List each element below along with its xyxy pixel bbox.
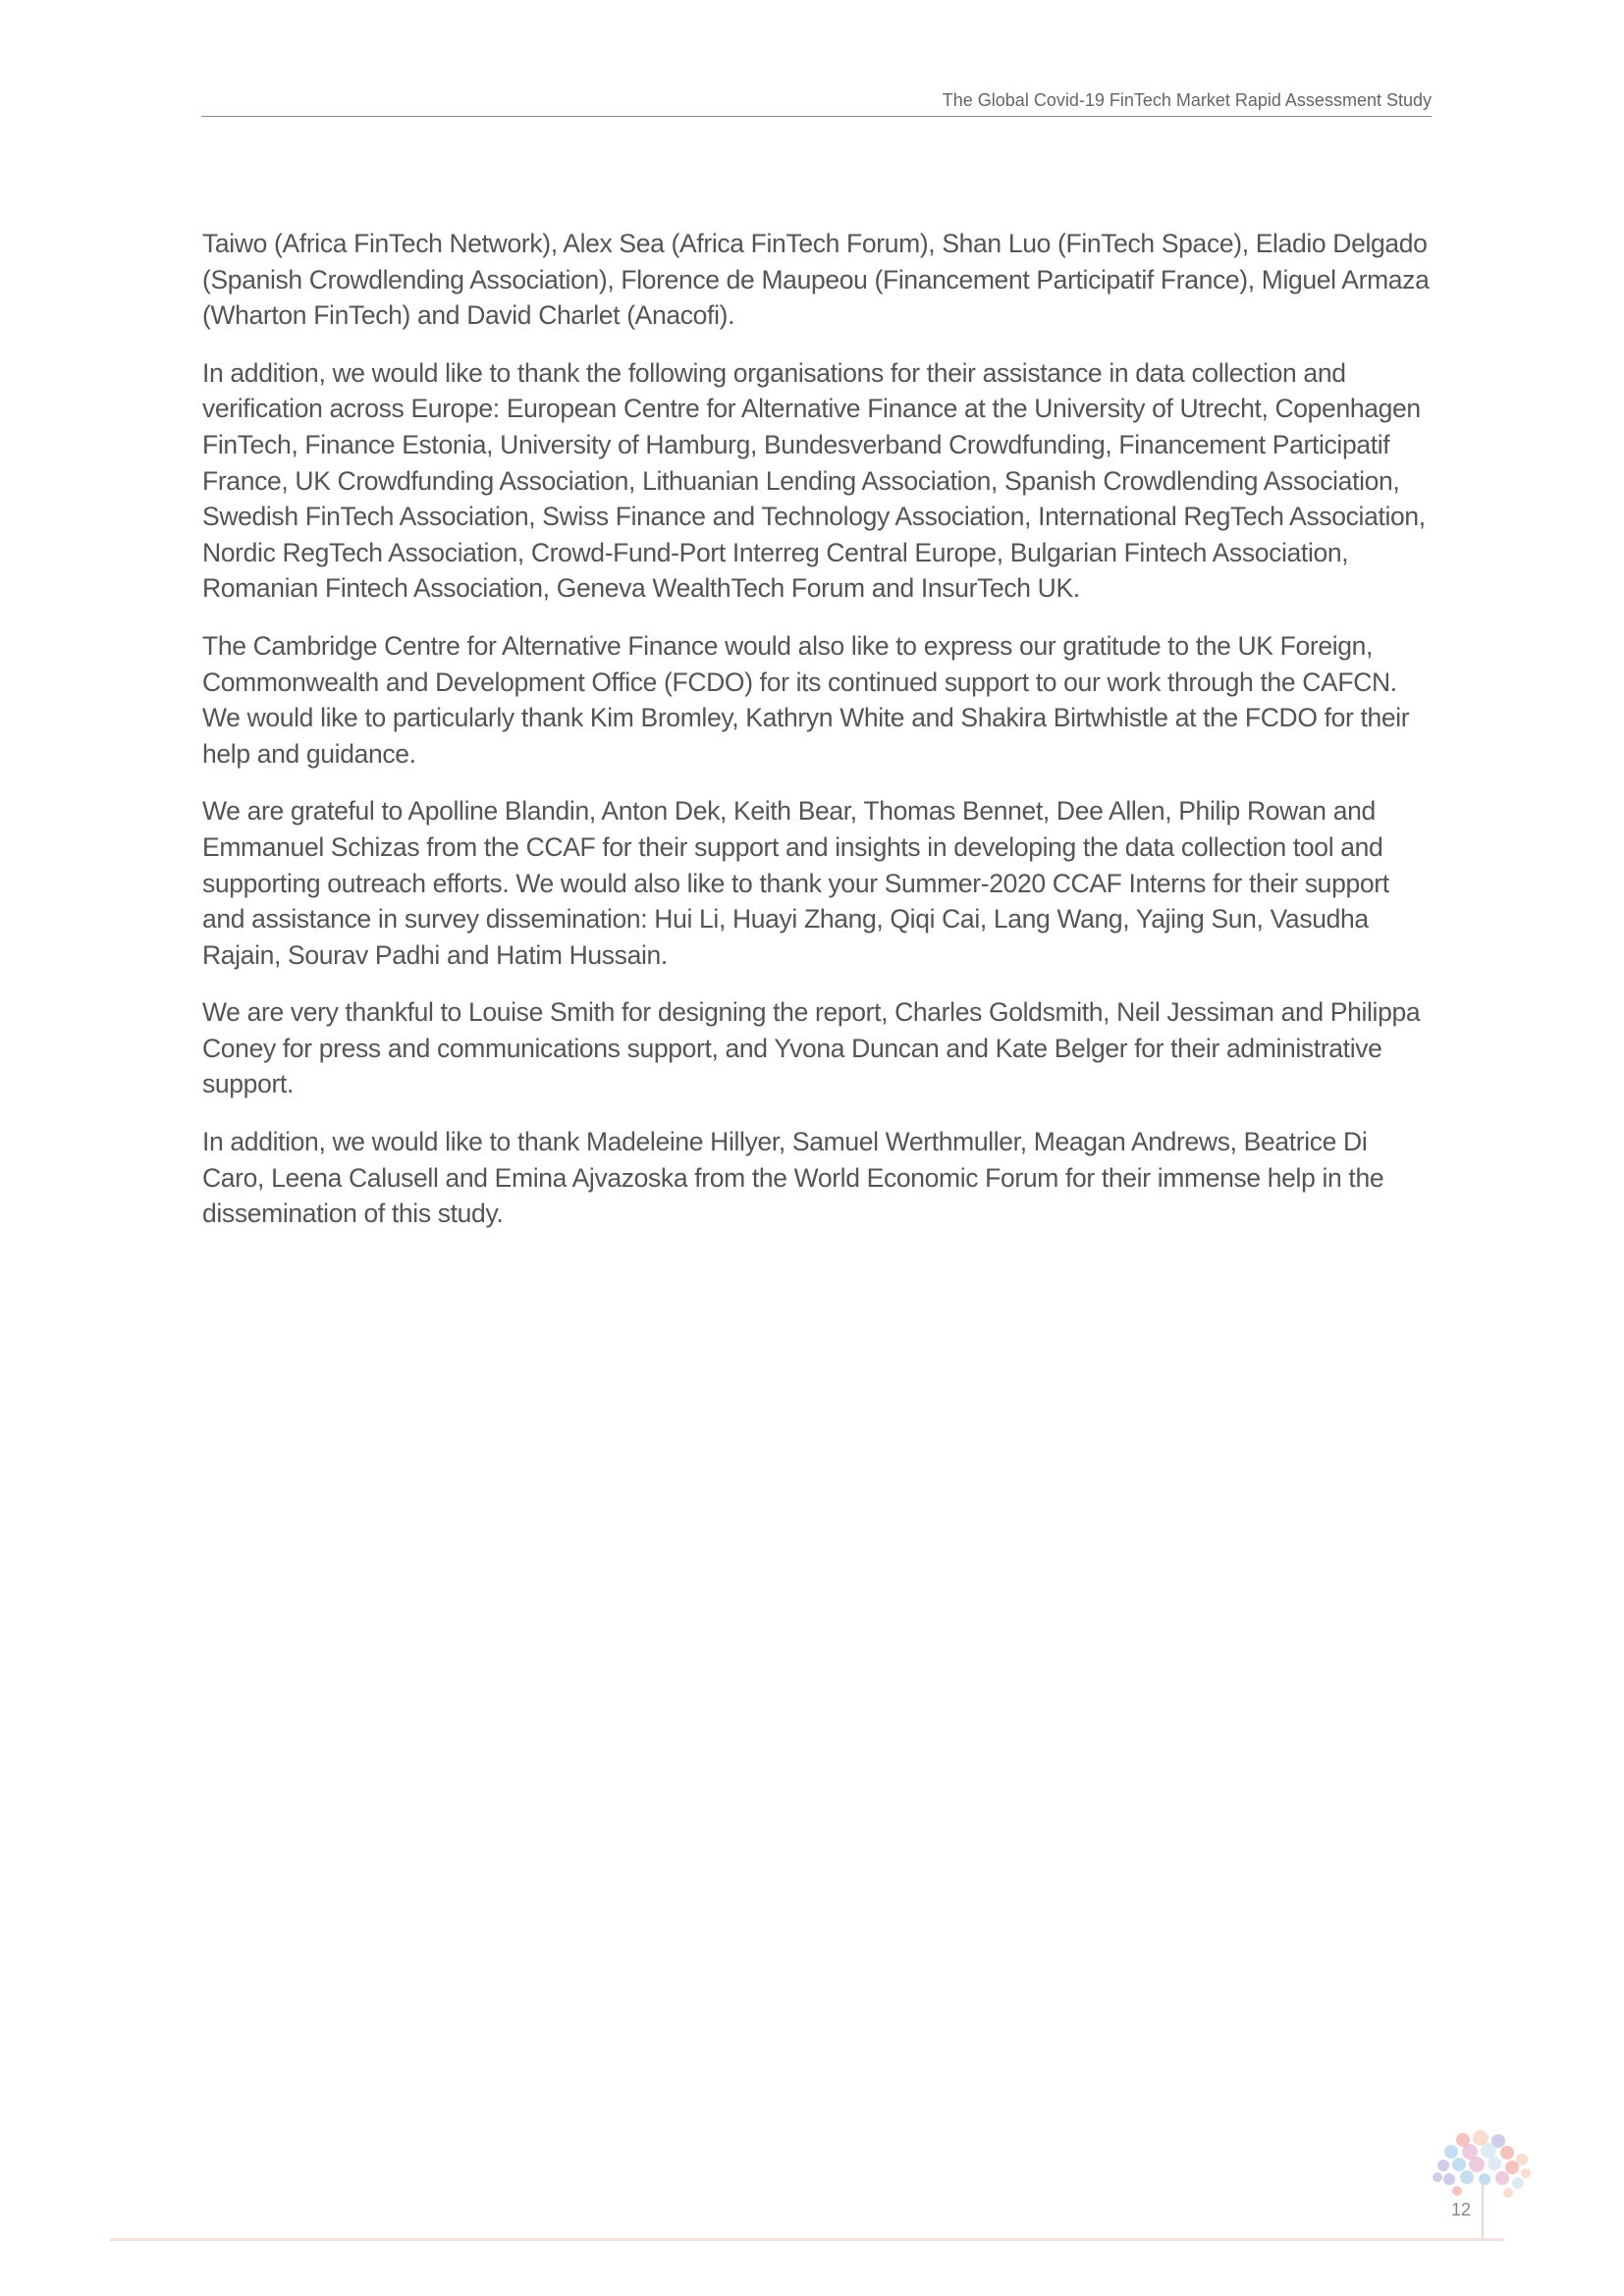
tree-dot (1469, 2157, 1485, 2172)
header-title: The Global Covid-19 FinTech Market Rapid Assessment Study (942, 90, 1432, 110)
tree-dot (1521, 2168, 1531, 2178)
dotted-tree-icon (1424, 2130, 1542, 2246)
tree-dot (1481, 2143, 1496, 2159)
tree-dot (1444, 2145, 1458, 2159)
page-number: 12 (1451, 2200, 1472, 2219)
tree-dot (1488, 2157, 1501, 2170)
acknowledgements-body (202, 226, 1430, 1254)
paragraph: We are very thankful to Louise Smith for designing the report, Charles Goldsmith, Neil Jessiman and Philippa Coney for press and communications support, and Yvona Duncan and Kate Belger for their administrative support. (202, 997, 1421, 1099)
paragraph: We are grateful to Apolline Blandin, Anton Dek, Keith Bear, Thomas Bennet, Dee Allen, Philip Rowan and Emmanuel Schizas from the CCAF for their support and insights in developing the data collection tool and supporting outreach efforts. We would also like to thank your Summer-2020 CCAF Interns for their support and assistance in survey dissemination: Hui Li, Huayi Zhang, Qiqi Cai, Lang Wang, Yajing Sun, Vasudha Rajain, Sourav Padhi and Hatim Hussain. (202, 796, 1389, 970)
footer-divider (110, 2238, 1504, 2241)
tree-dot (1503, 2188, 1513, 2198)
tree-dot (1500, 2146, 1514, 2160)
tree-dot (1512, 2177, 1524, 2189)
paragraph: In addition, we would like to thank Madeleine Hillyer, Samuel Werthmuller, Meagan Andrews, Beatrice Di Caro, Leena Calusell and Emina Ajvazoska from the World Economic Forum for their immense help in the dissemination of this study. (202, 1127, 1384, 1229)
tree-dot (1437, 2160, 1449, 2171)
tree-dot (1452, 2186, 1462, 2196)
tree-dot (1433, 2172, 1442, 2182)
tree-dot (1505, 2161, 1519, 2174)
tree-dot (1460, 2170, 1474, 2184)
page-header (201, 86, 1432, 117)
tree-dot (1443, 2173, 1455, 2185)
tree-dot (1495, 2171, 1509, 2185)
tree-dot (1452, 2158, 1466, 2171)
paragraph: The Cambridge Centre for Alternative Finance would also like to express our gratitude to the UK Foreign, Commonwealth and Development Office (FCDO) for its continued support to our work through the CAFCN. We would like to particularly thank Kim Bromley, Kathryn White and Shakira Birtwhistle at the FCDO for their help and guidance. (202, 630, 1410, 769)
paragraph: In addition, we would like to thank the following organisations for their assistance in data collection and verification across Europe: European Centre for Alternative Finance at the University of Utrecht, Copenhagen FinTech, Finance Estonia, University of Hamburg, Bundesverband Crowdfunding, Financement Participatif France, UK Crowdfunding Association, Lithuanian Lending Association, Spanish Crowdlending Association, Swedish FinTech Association, Swiss Finance and Technology Association, International RegTech Association, Nordic RegTech Association, Crowd-Fund-Port Interreg Central Europe, Bulgarian Fintech Association, Romanian Fintech Association, Geneva WealthTech Forum and InsurTech UK. (202, 357, 1426, 604)
tree-dot (1479, 2173, 1490, 2185)
paragraph: Taiwo (Africa FinTech Network), Alex Sea (Africa FinTech Forum), Shan Luo (FinTech Space), Eladio Delgado (Spanish Crowdlending Association), Florence de Maupeou (Financement Participatif France), Miguel Armaza (Wharton FinTech) and David Charlet (Anacofi). (202, 229, 1430, 331)
